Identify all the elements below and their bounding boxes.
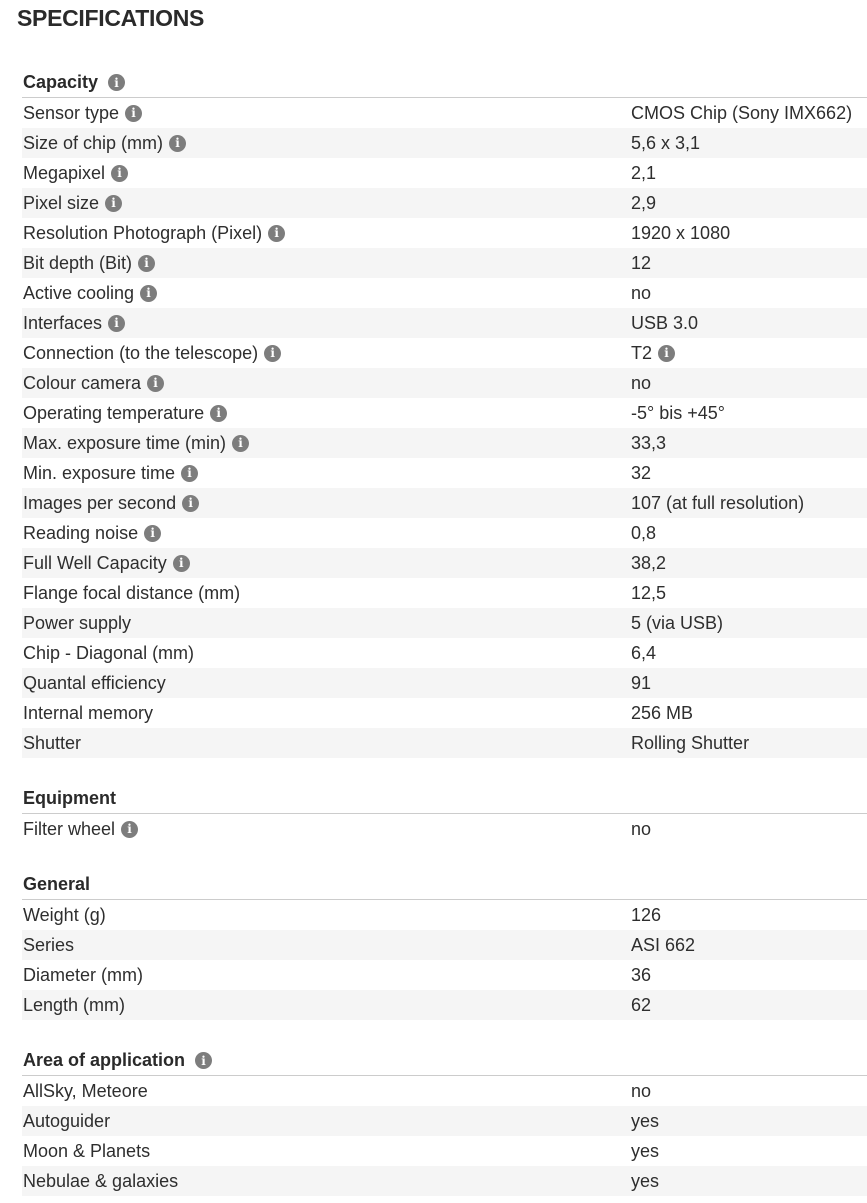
spec-value-text: no: [631, 282, 652, 303]
spec-value-text: 107 (at full resolution): [631, 492, 805, 513]
spec-label-text: Weight (g): [23, 904, 106, 925]
spec-row: [22, 278, 867, 308]
spec-label-text: Max. exposure time (min): [23, 432, 227, 453]
spec-value: [631, 703, 867, 724]
spec-value-text: 2,1: [631, 162, 657, 183]
spec-row: [22, 188, 867, 218]
spec-label-text: Interfaces: [23, 312, 103, 333]
spec-value: [631, 995, 867, 1016]
spec-value: [631, 193, 867, 214]
spec-value-text: 5,6 x 3,1: [631, 132, 701, 153]
page-title: SPECIFICATIONS: [17, 5, 205, 31]
info-icon[interactable]: i: [140, 285, 157, 302]
spec-row: [22, 308, 867, 338]
spec-label-text: Autoguider: [23, 1110, 111, 1131]
spec-label: [22, 283, 631, 304]
section-header: [22, 68, 867, 98]
spec-label: [22, 1081, 631, 1102]
spec-value: [631, 1111, 867, 1132]
spec-row: [22, 1076, 867, 1106]
info-icon[interactable]: i: [182, 495, 199, 512]
spec-value: [631, 1081, 867, 1102]
spec-label: [22, 463, 631, 484]
spec-label-text: Min. exposure time: [23, 462, 176, 483]
spec-value: [631, 433, 867, 454]
spec-row: [22, 248, 867, 278]
spec-row: [22, 98, 867, 128]
spec-section: [22, 784, 867, 844]
section-header: [22, 1046, 867, 1076]
spec-value-text: 6,4: [631, 642, 657, 663]
spec-label: [22, 223, 631, 244]
info-icon[interactable]: i: [181, 465, 198, 482]
info-icon[interactable]: i: [125, 105, 142, 122]
spec-value: [631, 583, 867, 604]
spec-value-text: 32: [631, 462, 652, 483]
info-icon[interactable]: i: [147, 375, 164, 392]
spec-row: [22, 1106, 867, 1136]
spec-value: [631, 373, 867, 394]
spec-row: [22, 930, 867, 960]
spec-label: [22, 523, 631, 544]
spec-value: [631, 103, 867, 124]
spec-label: [22, 1111, 631, 1132]
spec-value-text: yes: [631, 1140, 660, 1161]
spec-row: [22, 368, 867, 398]
section-title: Capacity: [23, 72, 99, 92]
spec-row: [22, 218, 867, 248]
spec-row: [22, 990, 867, 1020]
spec-label: [22, 703, 631, 724]
spec-value-text: no: [631, 372, 652, 393]
spec-value-text: ASI 662: [631, 934, 696, 955]
spec-label: [22, 643, 631, 664]
info-icon[interactable]: i: [268, 225, 285, 242]
spec-label-text: Resolution Photograph (Pixel): [23, 222, 263, 243]
info-icon[interactable]: i: [195, 1052, 212, 1069]
section-header: [22, 784, 867, 814]
spec-row: [22, 398, 867, 428]
spec-label: [22, 253, 631, 274]
spec-label-text: AllSky, Meteore: [23, 1080, 148, 1101]
spec-row: [22, 960, 867, 990]
spec-value: [631, 819, 867, 840]
spec-value-text: 38,2: [631, 552, 667, 573]
spec-label-text: Sensor type: [23, 102, 120, 123]
spec-value-text: 36: [631, 964, 652, 985]
spec-label: [22, 553, 631, 574]
spec-row: [22, 1166, 867, 1196]
spec-value: [631, 223, 867, 244]
spec-value: [631, 403, 867, 424]
spec-value: [631, 463, 867, 484]
spec-row: [22, 728, 867, 758]
spec-value-text: 1920 x 1080: [631, 222, 731, 243]
spec-label-text: Filter wheel: [23, 818, 116, 839]
info-icon[interactable]: i: [108, 315, 125, 332]
spec-label-text: Chip - Diagonal (mm): [23, 642, 195, 663]
spec-value: [631, 613, 867, 634]
spec-value-text: 256 MB: [631, 702, 694, 723]
spec-value: [631, 905, 867, 926]
spec-value-text: no: [631, 818, 652, 839]
spec-label: [22, 995, 631, 1016]
spec-label-text: Quantal efficiency: [23, 672, 166, 693]
spec-row: [22, 668, 867, 698]
spec-section: [22, 1046, 867, 1196]
spec-label-text: Images per second: [23, 492, 177, 513]
spec-label-text: Colour camera: [23, 372, 142, 393]
info-icon[interactable]: i: [121, 821, 138, 838]
spec-value: [631, 313, 867, 334]
spec-value-text: T2: [631, 342, 653, 363]
spec-value-text: no: [631, 1080, 652, 1101]
spec-value: [631, 523, 867, 544]
spec-label: [22, 673, 631, 694]
spec-row: [22, 1136, 867, 1166]
spec-label-text: Series: [23, 934, 75, 955]
spec-label-text: Megapixel: [23, 162, 106, 183]
spec-row: [22, 488, 867, 518]
spec-value: [631, 283, 867, 304]
spec-value: [631, 965, 867, 986]
spec-label: [22, 965, 631, 986]
info-icon[interactable]: i: [111, 165, 128, 182]
spec-row: [22, 578, 867, 608]
spec-label: [22, 935, 631, 956]
spec-value-text: 0,8: [631, 522, 657, 543]
spec-label: [22, 1141, 631, 1162]
spec-label-text: Active cooling: [23, 282, 135, 303]
spec-label: [22, 733, 631, 754]
spec-value: [631, 1171, 867, 1192]
info-icon[interactable]: i: [232, 435, 249, 452]
spec-row: [22, 814, 867, 844]
spec-row: [22, 458, 867, 488]
spec-label: [22, 313, 631, 334]
spec-row: [22, 428, 867, 458]
spec-value-text: -5° bis +45°: [631, 402, 725, 423]
spec-label: [22, 905, 631, 926]
spec-label: [22, 613, 631, 634]
spec-row: [22, 548, 867, 578]
spec-label-text: Operating temperature: [23, 402, 205, 423]
spec-value-text: yes: [631, 1110, 660, 1131]
spec-value: [631, 1141, 867, 1162]
spec-label-text: Moon & Planets: [23, 1140, 151, 1161]
spec-label: [22, 583, 631, 604]
spec-label: [22, 163, 631, 184]
spec-value: [631, 163, 867, 184]
spec-row: [22, 638, 867, 668]
spec-value-text: 62: [631, 994, 652, 1015]
spec-value: [631, 935, 867, 956]
spec-value-text: yes: [631, 1170, 660, 1191]
spec-value-text: 126: [631, 904, 662, 925]
spec-value: [631, 643, 867, 664]
spec-row: [22, 338, 867, 368]
spec-label-text: Internal memory: [23, 702, 154, 723]
spec-label: [22, 373, 631, 394]
spec-label-text: Full Well Capacity: [23, 552, 167, 573]
spec-label-text: Length (mm): [23, 994, 126, 1015]
info-icon[interactable]: i: [138, 255, 155, 272]
section-header: [22, 870, 867, 900]
spec-label-text: Diameter (mm): [23, 964, 143, 985]
spec-value-text: 2,9: [631, 192, 657, 213]
spec-label-text: Size of chip (mm): [23, 132, 164, 153]
spec-label-text: Reading noise: [23, 522, 139, 543]
info-icon[interactable]: i: [264, 345, 281, 362]
info-icon[interactable]: i: [173, 555, 190, 572]
spec-value-text: 33,3: [631, 432, 667, 453]
spec-label: [22, 819, 631, 840]
spec-value-text: 5 (via USB): [631, 612, 724, 633]
spec-value: [631, 733, 867, 754]
info-icon[interactable]: i: [108, 74, 125, 91]
spec-value: [631, 133, 867, 154]
spec-section: [22, 68, 867, 758]
info-icon[interactable]: i: [169, 135, 186, 152]
spec-label-text: Flange focal distance (mm): [23, 582, 241, 603]
spec-value-text: 12,5: [631, 582, 667, 603]
spec-row: [22, 900, 867, 930]
spec-row: [22, 158, 867, 188]
spec-label: [22, 193, 631, 214]
spec-value-text: CMOS Chip (Sony IMX662): [631, 102, 853, 123]
spec-label-text: Connection (to the telescope): [23, 342, 259, 363]
spec-value-text: USB 3.0: [631, 312, 699, 333]
spec-label: [22, 1171, 631, 1192]
spec-row: [22, 698, 867, 728]
spec-label: [22, 493, 631, 514]
spec-row: [22, 518, 867, 548]
spec-label-text: Shutter: [23, 732, 82, 753]
spec-value-text: Rolling Shutter: [631, 732, 750, 753]
spec-value: [631, 553, 867, 574]
spec-value: [631, 253, 867, 274]
spec-value: [631, 493, 867, 514]
spec-value-text: 12: [631, 252, 652, 273]
spec-value-text: 91: [631, 672, 652, 693]
info-icon[interactable]: i: [210, 405, 227, 422]
spec-label-text: Nebulae & galaxies: [23, 1170, 179, 1191]
spec-label-text: Pixel size: [23, 192, 100, 213]
spec-label: [22, 343, 631, 364]
spec-label: [22, 403, 631, 424]
spec-label: [22, 103, 631, 124]
info-icon[interactable]: i: [105, 195, 122, 212]
spec-section: [22, 870, 867, 1020]
spec-value: [631, 343, 867, 364]
info-icon[interactable]: i: [144, 525, 161, 542]
spec-label-text: Bit depth (Bit): [23, 252, 133, 273]
spec-value: [631, 673, 867, 694]
spec-label: [22, 133, 631, 154]
section-title: Area of application: [23, 1050, 186, 1070]
spec-row: [22, 128, 867, 158]
spec-row: [22, 608, 867, 638]
section-title: Equipment: [23, 788, 116, 808]
spec-label-text: Power supply: [23, 612, 132, 633]
info-icon[interactable]: i: [658, 345, 675, 362]
spec-label: [22, 433, 631, 454]
section-title: General: [23, 874, 91, 894]
